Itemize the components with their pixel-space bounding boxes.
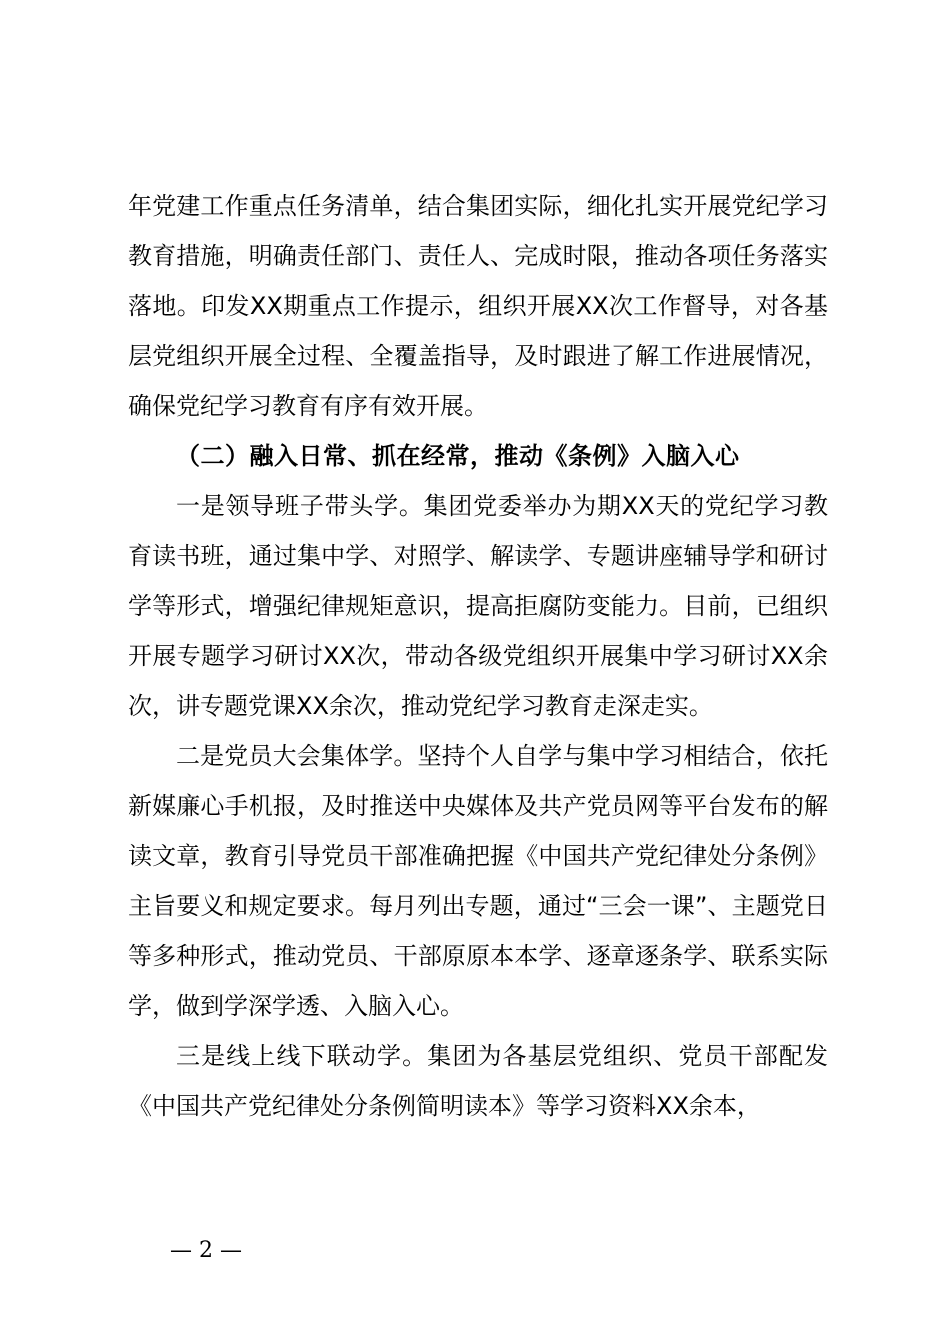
section-heading: （二）融入日常、抓在经常，推动《条例》入脑入心 [176,442,740,470]
paragraph-member-study: 二是党员大会集体学。坚持个人自学与集中学习相结合，依托新媒廉心手机报，及时推送中央媒体及共产党员网等平台发布的解读文章，教育引导党员干部准确把握《中国共产党纪律处分条例》主旨要义和规定要求。每月列出专题，通过“三会一课”、主题党日等多种形式，推动党员、干部原原本本学、逐章逐条学、联系实际学，做到学深学透、入脑入心。 [128,742,828,1020]
paragraph-continuation: 年党建工作重点任务清单，结合集团实际，细化扎实开展党纪学习教育措施，明确责任部门、责任人、完成时限，推动各项任务落实落地。印发XX期重点工作提示，组织开展XX次工作督导，对各基层党组织开展全过程、全覆盖指导，及时跟进了解工作进展情况，确保党纪学习教育有序有效开展。 [128,192,828,420]
paragraph-online-offline-study: 三是线上线下联动学。集团为各基层党组织、党员干部配发《中国共产党纪律处分条例简明读本》等学习资料XX余本， [128,1042,828,1120]
document-body [128,181,828,1131]
page-number: — 2 — [170,1238,242,1263]
paragraph-leadership-study: 一是领导班子带头学。集团党委举办为期XX天的党纪学习教育读书班，通过集中学、对照学、解读学、专题讲座辅导学和研讨学等形式，增强纪律规矩意识，提高拒腐防变能力。目前，已组织开展专题学习研讨XX次，带动各级党组织开展集中学习研讨XX余次，讲专题党课XX余次，推动党纪学习教育走深走实。 [128,492,828,720]
